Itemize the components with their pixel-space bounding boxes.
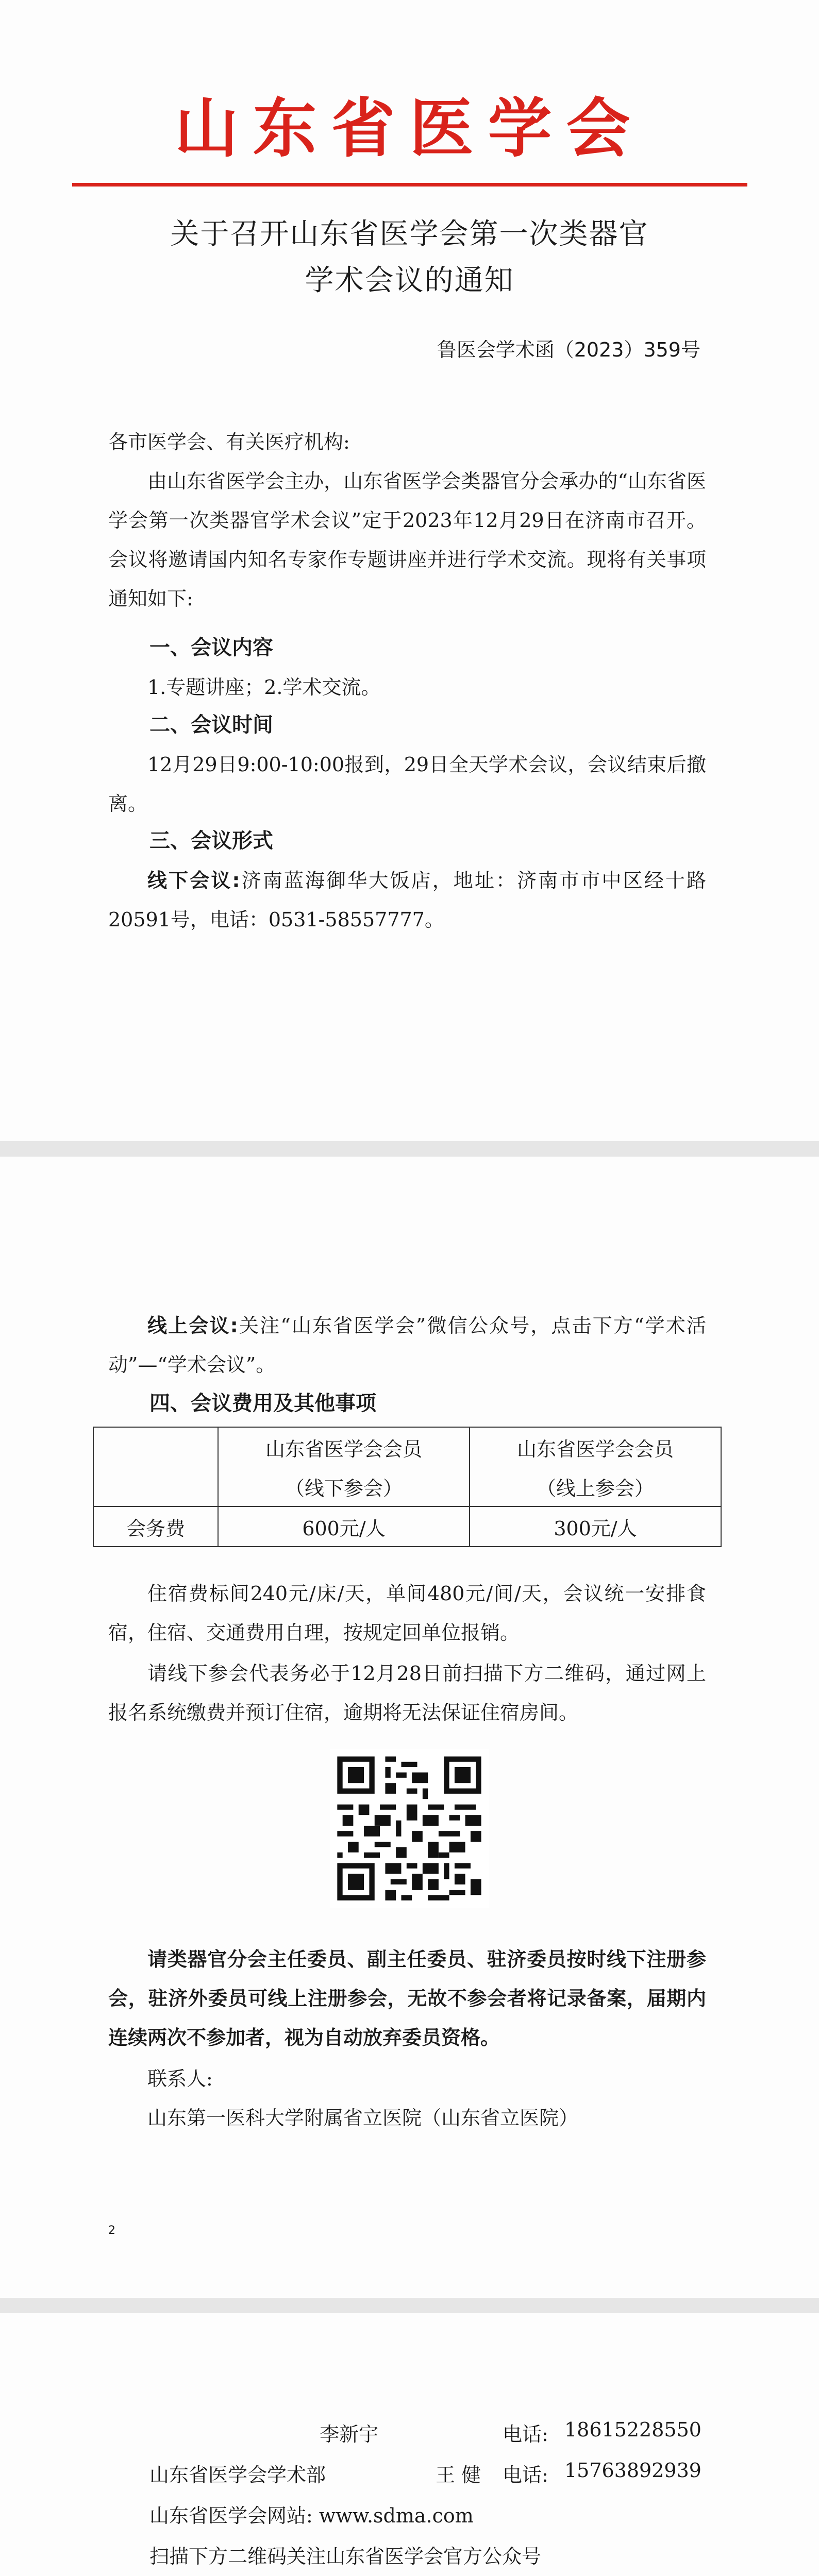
website-line: 山东省医学会网站: www.sdma.com	[149, 2504, 474, 2527]
lodging-paragraph: 住宿费标间240元/床/天，单间480元/间/天，会议统一安排食宿，住宿、交通费用自理，按规定回单位报销。	[108, 1582, 706, 1644]
hospital-name: 山东第一医科大学附属省立医院（山东省立医院）	[147, 2107, 579, 2129]
letterhead-title: 山东省医学会	[174, 92, 645, 166]
table-row	[93, 1506, 721, 1547]
document-page-2	[0, 1157, 819, 2298]
registration-paragraph: 请线下参会代表务必于12月28日前扫描下方二维码，通过网上报名系统缴费并预订住宿，逾期将无法保证住宿房间。	[108, 1662, 706, 1724]
document-number: 鲁医会学术函（2023）359号	[437, 338, 700, 361]
section-1-title: 一、会议内容	[149, 636, 273, 659]
contact2-name: 王 健	[436, 2464, 481, 2486]
section-4-title: 四、会议费用及其他事项	[149, 1392, 376, 1415]
section-1-text: 1.专题讲座；2.学术交流。	[147, 676, 381, 699]
notice-title-line1: 关于召开山东省医学会第一次类器官	[170, 217, 649, 251]
table-row	[93, 1427, 721, 1467]
offline-meeting-text: 济南蓝海御华大饭店，地址：济南市市中区经十路20591号，电话：0531-58557777。	[108, 869, 706, 931]
table-row-label: 会务费	[93, 1506, 218, 1547]
offline-meeting-label: 线下会议:	[147, 869, 240, 892]
online-meeting-paragraph	[108, 1306, 706, 1384]
table-cell-offline-fee: 600元/人	[218, 1506, 470, 1547]
letterhead-red-rule	[72, 183, 747, 187]
salutation: 各市医学会、有关医疗机构:	[108, 431, 350, 453]
contact2-phone-label: 电话:	[503, 2464, 548, 2486]
page-number-2: 2	[108, 2224, 115, 2237]
document-page-3	[0, 2313, 819, 2576]
section-2-text: 12月29日9:00-10:00报到，29日全天学术会议，会议结束后撤离。	[108, 753, 706, 815]
contact1-phone-label: 电话:	[503, 2423, 548, 2446]
contact-label: 联系人:	[147, 2067, 213, 2090]
table-header-offline-sub: （线下参会）	[218, 1467, 470, 1506]
notice-title-line2: 学术会议的通知	[305, 264, 514, 297]
intro-paragraph: 由山东省医学会主办，山东省医学会类器官分会承办的“山东省医学会第一次类器官学术会议”定于2023年12月29日在济南市召开。会议将邀请国内知名专家作专题讲座并进行学术交流。现将有关事项通知如下:	[108, 470, 706, 610]
section-3-title: 三、会议形式	[149, 829, 273, 853]
contact2-phone: 15763892939	[564, 2459, 701, 2482]
fee-table	[93, 1427, 722, 1547]
table-cell-online-fee: 300元/人	[470, 1506, 721, 1547]
table-header-offline: 山东省医学会会员	[218, 1427, 470, 1467]
contact1-phone: 18615228550	[564, 2418, 701, 2441]
table-header-online-sub: （线上参会）	[470, 1467, 721, 1506]
scan-instruction: 扫描下方二维码关注山东省医学会官方公众号	[149, 2545, 542, 2568]
online-meeting-label: 线上会议:	[147, 1314, 238, 1337]
document-page-1	[0, 0, 819, 1141]
table-cell-empty	[93, 1427, 218, 1506]
registration-qr-code[interactable]	[330, 1749, 489, 1908]
table-header-online: 山东省医学会会员	[470, 1427, 721, 1467]
contact1-name: 李新宇	[320, 2423, 379, 2446]
committee-attendance-notice: 请类器官分会主任委员、副主任委员、驻济委员按时线下注册参会，驻济外委员可线上注册参会，无故不参会者将记录备案，届期内连续两次不参加者，视为自动放弃委员资格。	[108, 1948, 706, 2049]
department-name: 山东省医学会学术部	[149, 2464, 326, 2486]
online-meeting-text: 关注“山东省医学会”微信公众号，点击下方“学术活动”—“学术会议”。	[108, 1314, 706, 1376]
section-2-title: 二、会议时间	[149, 713, 273, 737]
offline-meeting-paragraph	[108, 861, 706, 939]
